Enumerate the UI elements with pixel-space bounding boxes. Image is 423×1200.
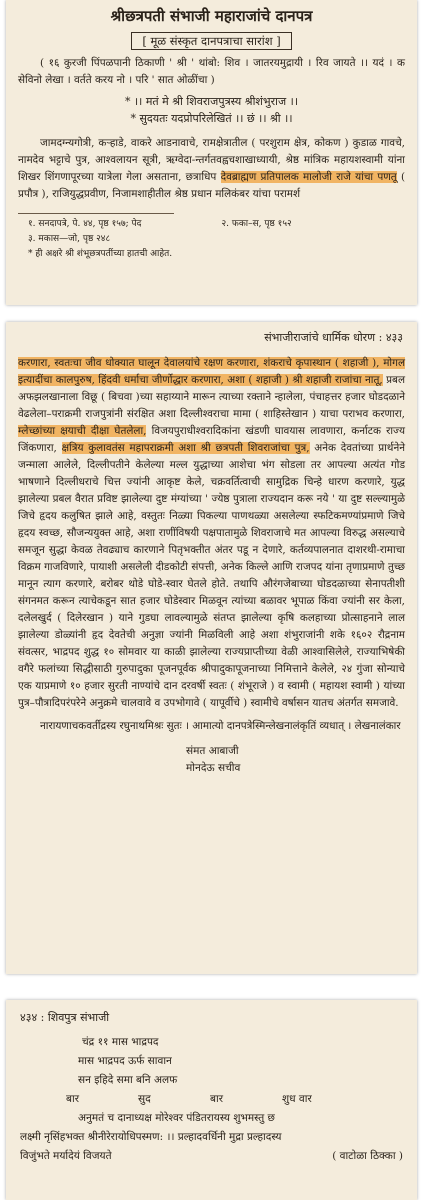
weekday-row: बार सुद बार शुध वार: [66, 1093, 312, 1105]
intro-paragraph: ( १६ कुरजी पिंपळपानी ठिकाणी ' श्री ' थांबो: शिव । जातरयमुद्रायी । रिव जायते ।। यदं । क सेविनो लेखा । वर्तते करय नो । परि ' सात ओळींचा ): [18, 57, 405, 86]
document-page-2: [6, 322, 417, 974]
footnote-divider: [18, 213, 174, 214]
verse-line-2: * सुदयतः यदप्रोपरिलेखितं ।। छं ।। श्री ।।: [130, 112, 293, 125]
highlighted-text: करणारा, स्वतःचा जीव धोक्यात घालून देवालयांचे रक्षण करणारा, शंकराचे कृपास्थान ( शहाजी ), मोगल इत्यादींचा कालपुरुष, हिंदवी धर्माचा जीर्णोद्धार करणारा, अशा ( शहाजी ) श्री शहाजी राजांचा नातू,: [18, 357, 405, 386]
footnote-1: १. सनदापत्रे, पे. ४४, पृष्ठ १५७; पेद: [28, 219, 142, 229]
highlighted-text: क्षत्रिय कुलावतंस महापराक्रमी अशा श्री छत्रपती शिवराजांचा पुत्र,: [61, 442, 310, 454]
seal-line-2: मास भाद्रपद ऊर्फ सावान: [78, 1055, 172, 1067]
signature-2: मोनदेऊ सचीव: [186, 762, 241, 774]
seal-text-block: [20, 1033, 403, 1166]
seal-line-3: सन इहिदे समा बनि अलफ: [78, 1074, 178, 1086]
page-title: श्रीछत्रपती संभाजी महाराजांचे दानपत्र: [110, 7, 313, 25]
signatures: [186, 743, 417, 777]
footnote-2: २. फका–स, पृष्ठ १५२: [221, 219, 292, 229]
verse-line-1: * ।। मतं मे श्री शिवराजपुत्रस्य श्रीशंभुराज ।।: [124, 95, 298, 108]
closing-verse: नारायणाचकवर्तीद्रस्य रघुनाथमिश्रः सुतः । आमात्यो दानपत्रेस्मिन्लेखनालंकृतिं व्यधात् । लेखनालंकार: [40, 720, 401, 732]
seal-line-6: लक्ष्मी नृसिंहभक्त श्रीनीरेरायोधिपस्मण: ।। प्रल्हादवर्धिनी मुद्रा प्रल्हादस्य: [20, 1131, 282, 1143]
highlighted-text: देवब्राह्मण प्रतिपालक मालोजी राजे यांचा पणतू: [220, 171, 397, 183]
subtitle-box: [ मूळ संस्कृत दानपत्राचा सारांश ]: [131, 32, 291, 50]
highlighted-text: म्लेच्छांच्या क्षयाची दीक्षा घेतलेला,: [18, 425, 147, 437]
footnotes: [28, 217, 405, 262]
verse-block: [6, 93, 417, 127]
seal-line-5: अनुमतं च दानाध्यक्ष मोरेश्वर पंडितरायस्य शुभमस्तु छ: [78, 1112, 275, 1124]
running-header: संभाजीराजांचे धार्मिक धोरण : ४३३: [264, 331, 403, 344]
running-header: ४३४ : शिवपुत्र संभाजी: [20, 1011, 110, 1024]
footnote-3: ३. मकास—जो, पृष्ठ २४८: [28, 234, 111, 244]
document-page-3: [6, 1000, 417, 1200]
footnote-note: * ही अक्षरे श्री शंभूछत्रपतींच्या हातची आहेत.: [28, 249, 173, 259]
seal-line-1: चंद्र ११ मास भाद्रपद: [82, 1036, 159, 1048]
main-paragraph: करणारा, स्वतःचा जीव धोक्यात घालून देवालयांचे रक्षण करणारा, शंकराचे कृपास्थान ( शहाजी ), मोगल इत्यादींचा कालपुरुष, हिंदवी धर्माचा जीर्णोद्धार करणारा, अशा ( शहाजी ) श्री शहाजी राजांचा नातू, प्रबल अफझलखानाला विछू ( बिचवा )च्या सहाय्याने मारून त्याच्या रक्ताने न्हालेला, पंचाहत्तर हजार घोडदळाने वेढलेला–पराक्रमी राजपुत्रांनी संरक्षित अशा दिल्लीश्वराचा मामा ( शाहिस्तेखान ) याचा पराभव करणारा, म्लेच्छांच्या क्षयाची दीक्षा घेतलेला, विजयपुराधीश्वरादिकांना खंडणी घावयास लावणारा, कर्नाटक राज्य जिंकणारा, क्षत्रिय कुलावतंस महापराक्रमी अशा श्री छत्रपती शिवराजांचा पुत्र, अनेक देवतांच्या प्रार्थनेने जन्माला आलेले, दिल्लीपतीने केलेल्या मल्ल युद्धाच्या आशेचा भंग सोडला तर आपल्या अत्यंत गोड भाषणाने दिल्लीधराचे चित्त ज्यांनी आकृष्ट केले, चक्रवर्तित्वाची सामुद्रिक चिन्हे धारण करणारे, युद्ध झालेल्या प्रबल वैरात प्रविष्ट झालेल्या दुष्ट मंग्यांच्या ' ज्येष्ठ पुत्राला राज्यदान करू नये ' या दुष्ट सल्ल्यामुळे जिचे हृदय कलुषित झाले आहे, वस्तुतः निळ्या पिकल्या पाणथळ्या असलेल्या स्फटिकमण्यांप्रमाणे जिचे हृदय स्वच्छ, सौजन्ययुक्त आहे, अशा राणींविषयी पक्षपातामुळे शिवराजाचे मत आपल्या विरुद्ध असल्याचे समजून सुद्धा केवळ तेवढ्याच कारणाने पितृभक्तीत अंतर पडू न देणारे, कर्तव्यपालनात दाशरथी-रामाचा विक्रम गाजविणारे, पायाशी असलेली दीडकोटी संपत्ती, अनेक किल्ले आणि राजपद यांना तृणाप्रमाणे तुच्छ मानून त्याग करणारे, बरोबर थोडे घोडे-स्वार घेतले होते. तथापि औरंगजेबाच्या घोडदळाच्या सेनापतीशी संगनमत करून त्याचेकडून सात हजार घोडेस्वार मिळवून त्यांच्या बळावर भूपाळ किंवा ज्यांनी सर केला, दलेलखुर्द ( दिलेरखान ) याने गुडघा लावल्यामुळे संतप्त झालेल्या कृषि कलहाच्या प्रोत्साहनाने लाल झालेल्या डोळ्यांनी हृद देवतेची अनुज्ञा ज्यांनी मिळविली आहे अशा शंभुराजांनी शके १६०२ रौद्रनाम संवत्सर, भाद्रपद शुद्ध १० सोमवार या काळी झालेल्या राज्यप्राप्तीच्या वेळी आश्वासिलेले, राज्याभिषेकी वगैरे फलांच्या सिद्धीसाठी गुरुपादुका पूजनपूर्वक श्रीपादुकापूजनाच्या निमित्ताने केलेले, २४ गुंजा सोन्याचे एक याप्रमाणे १० हजार सुरती नाण्यांचे दान दरवर्षी स्वतः ( शंभूराजे ) व स्वामी ( महायश स्वामी ) यांच्या पुत्र–पौत्रादिपरंपरेने अनुक्रमे चालवावे व उपभोगावे ( यापूर्वीचे ) स्वामीचे वर्षासन यातच अंतर्गत समजावे.: [18, 357, 406, 709]
seal-line-7: विजुंभते मर्यादेयं विजयते ( वाटोळा ठिक्का ): [20, 1150, 403, 1162]
document-page-1: [6, 0, 417, 305]
signature-1: संमत आबाजी: [186, 745, 239, 757]
body-paragraph: जामदग्न्यगोत्री, कऱ्हाडे, वाकरे आडनावाचे, रामक्षेत्रातील ( परशुराम क्षेत्र, कोकण ) कुडाळ गावचे, नामदेव भट्टाचे पुत्र, आश्वलायन सूत्री, ऋग्वेदा-न्तर्गतवह्वचशाखाध्यायी, श्रेष्ठ मांत्रिक महायशस्वामी यांना शिखर शिंगणापूरच्या यात्रेला गेला असताना, छत्राधिप देवब्राह्मण प्रतिपालक मालोजी राजे यांचा पणतू ( प्रपौत्र ), राजियुद्धप्रवीण, निजामशाहीतील श्रेष्ठ प्रधान मलिकंबर यांचा परामर्श: [18, 137, 405, 200]
